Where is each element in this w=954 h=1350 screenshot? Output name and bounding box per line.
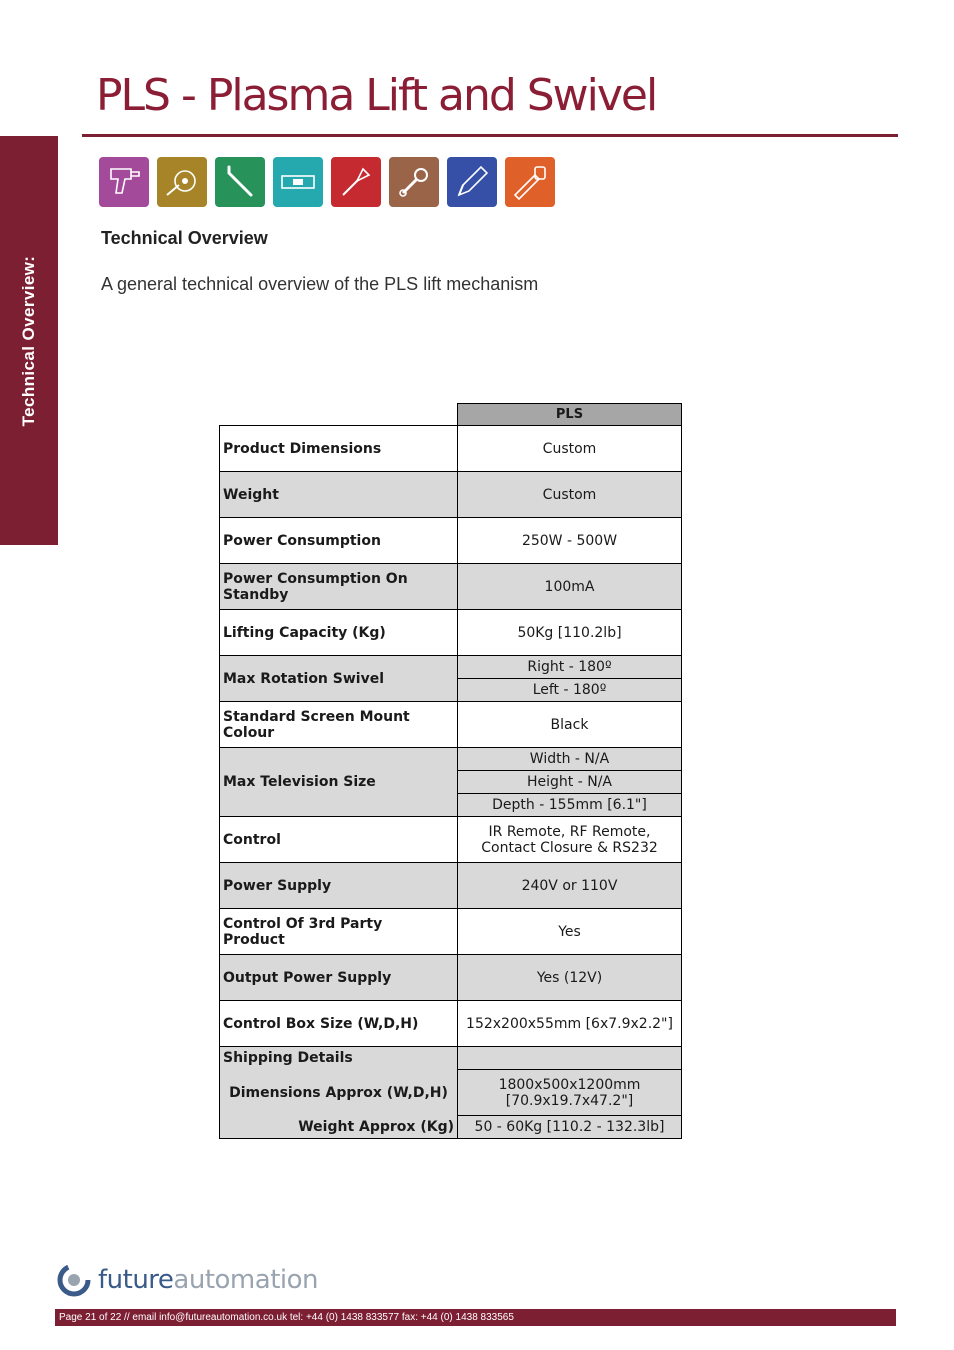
- row-label-line2: Product: [223, 931, 285, 948]
- row-value-line1: IR Remote, RF Remote,: [488, 823, 651, 840]
- table-row: [220, 518, 682, 564]
- saw-icon: [505, 157, 555, 207]
- row-label: Dimensions Approx (W,D,H): [220, 1070, 458, 1116]
- spec-table: [219, 403, 682, 1139]
- row-label: Shipping Details: [220, 1047, 458, 1070]
- row-label: Max Television Size: [220, 748, 458, 817]
- row-label: Product Dimensions: [220, 426, 458, 472]
- screwdriver-icon: [331, 157, 381, 207]
- table-row: [220, 564, 682, 610]
- row-value: Left - 180º: [458, 679, 682, 702]
- row-value: Custom: [458, 472, 682, 518]
- table-row: [220, 1047, 682, 1070]
- row-value: 50 - 60Kg [110.2 - 132.3lb]: [458, 1116, 682, 1139]
- company-logo: [56, 1262, 318, 1298]
- sidebar-label: Technical Overview:: [19, 255, 38, 427]
- table-row: [220, 610, 682, 656]
- spanner-icon: [389, 157, 439, 207]
- row-value: 50Kg [110.2lb]: [458, 610, 682, 656]
- row-value: Black: [458, 702, 682, 748]
- row-value: 100mA: [458, 564, 682, 610]
- table-row: [220, 1116, 682, 1139]
- row-label: Weight Approx (Kg): [220, 1116, 458, 1139]
- row-label: Output Power Supply: [220, 955, 458, 1001]
- tape-measure-icon: [157, 157, 207, 207]
- table-row: [220, 1070, 682, 1116]
- pencil-icon: [447, 157, 497, 207]
- row-label-line2: Standby: [223, 586, 289, 603]
- row-value: [458, 1047, 682, 1070]
- row-value: Yes: [458, 909, 682, 955]
- row-value: Right - 180º: [458, 656, 682, 679]
- row-label: Weight: [220, 472, 458, 518]
- footer-bar: Page 21 of 22 // email info@futureautomation.co.uk tel: +44 (0) 1438 833577 fax: +44 (0) 1438 833565: [55, 1309, 896, 1326]
- row-value-line2: [70.9x19.7x47.2"]: [505, 1092, 634, 1109]
- row-value-line1: 1800x500x1200mm: [498, 1076, 641, 1093]
- row-label: Power Consumption: [220, 518, 458, 564]
- table-row: [220, 702, 682, 748]
- table-row: [220, 472, 682, 518]
- sidebar-tab: [0, 136, 58, 545]
- table-row: [220, 909, 682, 955]
- swirl-logo-icon: [56, 1262, 92, 1298]
- row-label: Power Supply: [220, 863, 458, 909]
- row-label: [220, 909, 458, 955]
- table-corner: [220, 404, 458, 426]
- table-row: [220, 426, 682, 472]
- row-value: 152x200x55mm [6x7.9x2.2"]: [458, 1001, 682, 1047]
- row-value: Depth - 155mm [6.1"]: [458, 794, 682, 817]
- table-row: [220, 748, 682, 771]
- row-value: 240V or 110V: [458, 863, 682, 909]
- row-label: Control: [220, 817, 458, 863]
- row-value: [458, 1070, 682, 1116]
- section-heading: Technical Overview: [101, 228, 268, 248]
- row-value: Height - N/A: [458, 771, 682, 794]
- row-label-line1: Control Of 3rd Party: [223, 915, 383, 932]
- row-label: [220, 564, 458, 610]
- title-divider: [82, 134, 898, 137]
- brand-name: [98, 1265, 318, 1295]
- row-label: Lifting Capacity (Kg): [220, 610, 458, 656]
- row-value-line2: Contact Closure & RS232: [481, 839, 658, 856]
- row-label: Max Rotation Swivel: [220, 656, 458, 702]
- drill-icon: [99, 157, 149, 207]
- table-header-pls: PLS: [458, 404, 682, 426]
- intro-text: A general technical overview of the PLS lift mechanism: [101, 274, 539, 294]
- row-value: [458, 817, 682, 863]
- row-value: 250W - 500W: [458, 518, 682, 564]
- row-value: Custom: [458, 426, 682, 472]
- table-row: [220, 955, 682, 1001]
- table-row: [220, 1001, 682, 1047]
- table-row: [220, 656, 682, 679]
- page-title: PLS - Plasma Lift and Swivel: [96, 70, 657, 121]
- row-value: Yes (12V): [458, 955, 682, 1001]
- row-label: Control Box Size (W,D,H): [220, 1001, 458, 1047]
- brand-part2: automation: [173, 1265, 318, 1295]
- brand-part1: future: [98, 1265, 174, 1295]
- allen-key-icon: [215, 157, 265, 207]
- row-label-line1: Power Consumption On: [223, 570, 408, 587]
- row-value: Width - N/A: [458, 748, 682, 771]
- table-row: [220, 863, 682, 909]
- spirit-level-icon: [273, 157, 323, 207]
- row-label: Standard Screen Mount Colour: [220, 702, 458, 748]
- table-row: [220, 817, 682, 863]
- tool-icon-row: [99, 157, 555, 207]
